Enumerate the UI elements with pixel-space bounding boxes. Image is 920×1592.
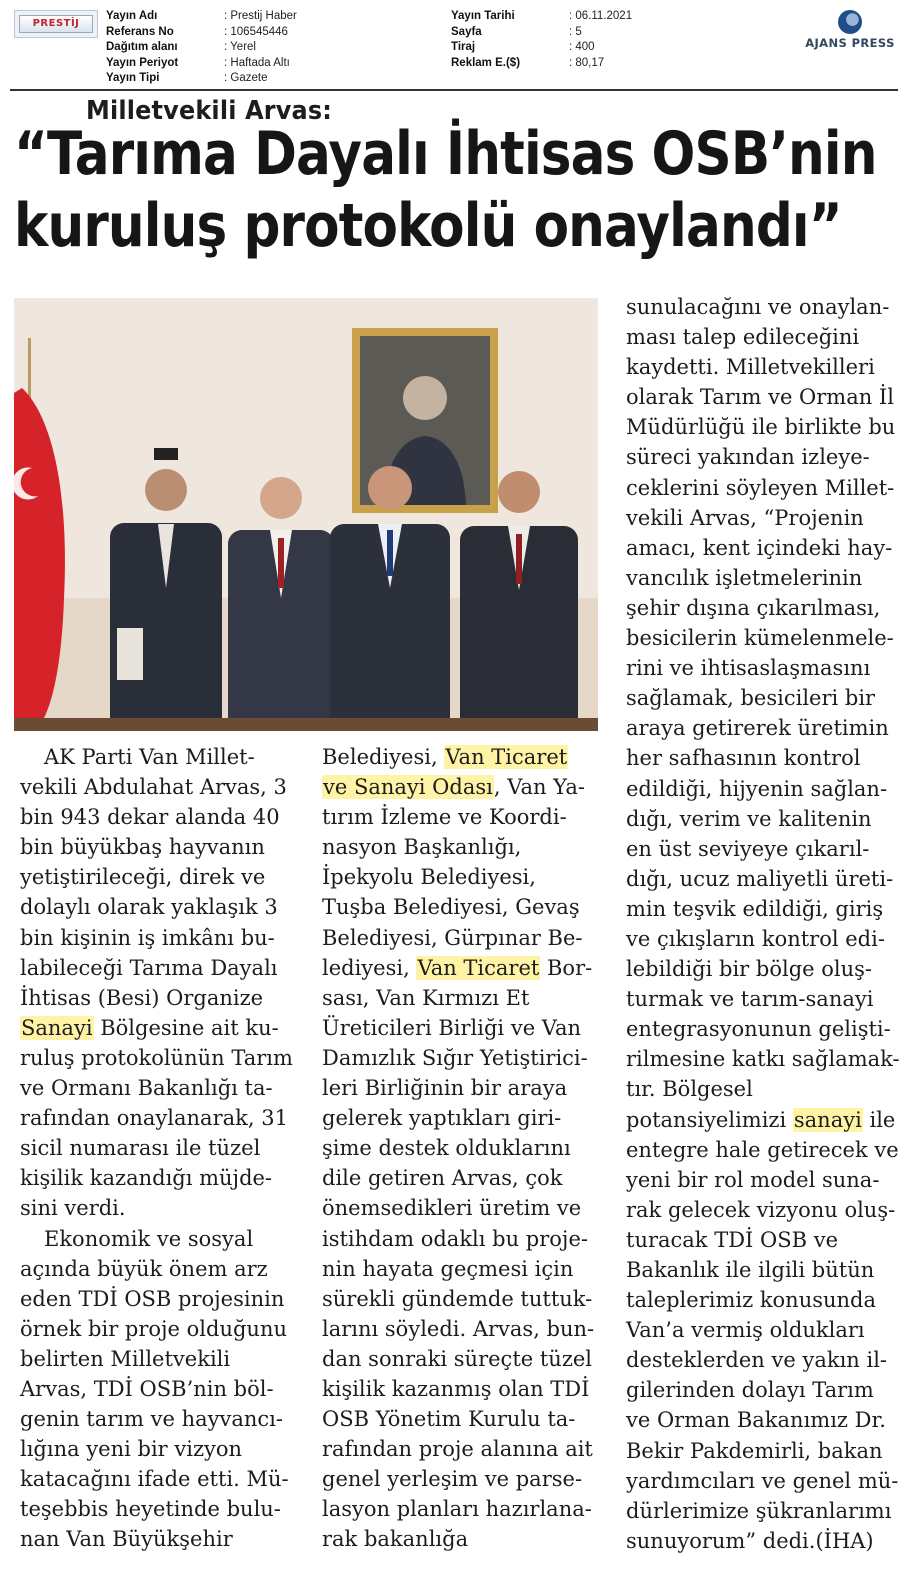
text-line: örnek bir proje olduğunu <box>20 1316 287 1341</box>
text-line: vancılık işletmelerinin <box>626 565 863 590</box>
meta-row <box>106 57 297 73</box>
text-line: dürlerimize şükranlarımı <box>626 1498 892 1523</box>
article-column-2 <box>322 742 595 1555</box>
meta-value: : Gazete <box>224 72 268 84</box>
header-divider <box>10 89 898 91</box>
meta-row <box>451 10 632 26</box>
text-line: genel yerleşim ve parse- <box>322 1467 583 1492</box>
text-line <box>20 1013 288 1043</box>
meta-label: Reklam E.($) <box>451 56 521 69</box>
text-line: sası, Van Kırmızı Et <box>322 985 530 1010</box>
text-line: vekili Abdulahat Arvas, 3 <box>20 775 287 800</box>
highlighted-term: Sanayi <box>21 1015 93 1040</box>
text-line: ruluş protokolünün Tarım <box>20 1045 293 1070</box>
meta-row <box>451 26 632 42</box>
text-line: gelerek yaptıkları giri- <box>322 1106 562 1131</box>
clipping-header <box>0 0 920 92</box>
text-line: Van’a vermiş oldukları <box>626 1318 865 1343</box>
text-fragment: , Van Ya- <box>493 775 586 800</box>
photo-illustration <box>14 298 598 731</box>
agency-name: AJANS PRESS <box>805 36 895 50</box>
meta-label: Sayfa <box>451 25 482 38</box>
text-line: taleplerimiz konusunda <box>626 1288 877 1313</box>
text-line: nin hayata geçmesi için <box>322 1256 574 1281</box>
text-line: araya getirerek üretimin <box>626 716 889 741</box>
text-line: lebildiği bir bölge oluş- <box>626 957 872 982</box>
text-line: rafından proje alanına ait <box>322 1437 593 1462</box>
text-line: dığı, ucuz maliyetli üreti- <box>626 866 894 891</box>
meta-right <box>451 10 632 72</box>
text-line: nan Van Büyükşehir <box>20 1527 233 1552</box>
text-fragment: Belediyesi, <box>322 745 445 769</box>
headline-line: kuruluş protokolü onaylandı” <box>14 191 842 261</box>
meta-label: Tiraj <box>451 41 476 53</box>
text-line: rini ve ihtisaslaşmasını <box>626 656 871 681</box>
text-line: teşebbis heyetinde bulu- <box>20 1497 281 1522</box>
text-line: larını söyledi. Arvas, bun- <box>322 1316 595 1341</box>
article-photo <box>14 298 598 731</box>
text-line: yeni bir rol model suna- <box>626 1167 880 1192</box>
highlighted-term: Van Ticaret <box>417 955 540 980</box>
text-line: her safhasının kontrol <box>626 746 861 771</box>
text-line: dile getiren Arvas, çok <box>322 1166 563 1191</box>
text-line: kaydetti. Milletvekilleri <box>626 355 875 380</box>
text-line: şime destek olduklarını <box>322 1136 571 1161</box>
text-line: Belediyesi, Gürpınar Be- <box>322 925 583 950</box>
publication-logo <box>14 10 98 38</box>
highlighted-term: Van Ticaret <box>445 745 568 769</box>
meta-label: Yayın Periyot <box>106 56 179 69</box>
text-line: desteklerden ve yakın il- <box>626 1348 888 1373</box>
highlighted-term: sanayi <box>793 1107 862 1132</box>
text-line: turmak ve tarım-sanayi <box>626 987 874 1012</box>
text-line: nasyon Başkanlığı, <box>322 835 522 860</box>
text-line: Arvas, TDİ OSB’nin böl- <box>20 1376 274 1401</box>
text-line: rilmesine katkı sağlamak- <box>626 1047 900 1072</box>
text-line: sunuyorum” dedi.(İHA) <box>626 1528 874 1553</box>
text-line: en üst seviyeye çıkarıl- <box>626 836 870 861</box>
text-line: açında büyük önem arz <box>20 1256 268 1281</box>
text-line: ması talep edileceğini <box>626 325 860 350</box>
text-line: bin 943 dekar alanda 40 <box>20 805 280 830</box>
meta-row <box>106 72 297 88</box>
text-line: ve Ormanı Bakanlığı ta- <box>20 1076 273 1101</box>
headline-line: “Tarıma Dayalı İhtisas OSB’nin <box>14 119 877 189</box>
text-line: rak gelecek vizyonu oluş- <box>626 1197 896 1222</box>
article-column-1 <box>20 742 293 1555</box>
text-line: olarak Tarım ve Orman İl <box>626 385 894 410</box>
text-line <box>322 742 584 772</box>
text-line: turacak TDİ OSB ve <box>626 1227 839 1252</box>
meta-value: : 400 <box>569 41 595 53</box>
meta-row <box>106 41 297 57</box>
text-line: dığı, verim ve kalitenin <box>626 806 872 831</box>
text-line: Tuşba Belediyesi, Gevaş <box>322 895 580 920</box>
text-line: önemsedikleri üretim ve <box>322 1196 582 1221</box>
meta-value: : Prestij Haber <box>224 10 297 22</box>
highlighted-term: ve Sanayi Odası <box>323 775 493 800</box>
text-line: min teşvik edildiği, giriş <box>626 896 884 921</box>
meta-label: Yayın Tipi <box>106 72 160 84</box>
text-line: sunulacağını ve onaylan- <box>626 295 890 319</box>
meta-row <box>451 57 632 73</box>
text-line: labileceği Tarıma Dayalı <box>20 955 278 980</box>
text-line: Damızlık Sığır Yetiştirici- <box>322 1045 588 1070</box>
text-line: yetiştirileceği, direk ve <box>20 865 266 890</box>
text-line: bin büyükbaş hayvanın <box>20 835 265 860</box>
text-line: gilerinden dolayı Tarım <box>626 1378 874 1403</box>
meta-label: Referans No <box>106 25 174 38</box>
text-line: AK Parti Van Millet- <box>44 745 255 769</box>
text-line: eden TDİ OSB projesinin <box>20 1286 285 1311</box>
text-line: leri Birliğinin bir araya <box>322 1076 568 1101</box>
text-line: lığına yeni bir vizyon <box>20 1437 243 1462</box>
text-line: amacı, kent içindeki hay- <box>626 535 893 560</box>
publication-logo-text: PRESTİJ <box>19 15 93 33</box>
text-line: kişilik kazanmış olan TDİ <box>322 1376 590 1401</box>
text-line: yardımcıları ve genel mü- <box>626 1468 899 1493</box>
text-line: tırım İzleme ve Koordi- <box>322 805 567 830</box>
text-fragment: ile <box>862 1107 896 1132</box>
text-line: entegre hale getirecek ve <box>626 1137 899 1162</box>
meta-label: Yayın Adı <box>106 10 158 22</box>
text-line: sağlamak, besicileri bir <box>626 686 876 711</box>
text-line: ve çıkışların kontrol edi- <box>626 926 885 951</box>
text-line: sicil numarası ile tüzel <box>20 1136 261 1161</box>
text-line: tır. Bölgesel <box>626 1077 753 1102</box>
text-line: bin kişinin iş imkânı bu- <box>20 925 275 950</box>
meta-value: : Yerel <box>224 41 256 53</box>
text-line <box>322 772 584 802</box>
meta-value: : 06.11.2021 <box>569 10 633 22</box>
text-line: entegrasyonunun gelişti- <box>626 1017 891 1042</box>
text-line: Bakanlık ile ilgili bütün <box>626 1258 875 1282</box>
text-line: sini verdi. <box>20 1196 126 1221</box>
text-line: genin tarım ve hayvancı- <box>20 1407 283 1432</box>
article-column-3 <box>626 292 900 1556</box>
text-line: şehir dışına çıkarılması, <box>626 595 881 620</box>
text-line: sürekli gündemde tuttuk- <box>322 1286 593 1311</box>
text-line: rafından onaylanarak, 31 <box>20 1106 288 1131</box>
meta-value: : 106545446 <box>224 25 288 38</box>
agency-globe-icon <box>838 10 862 34</box>
text-fragment: Bor- <box>540 955 593 980</box>
text-fragment: lediyesi, <box>322 955 417 980</box>
text-line: besicilerin kümelenmele- <box>626 626 894 651</box>
agency-logo <box>800 10 900 50</box>
article-kicker: Milletvekili Arvas: <box>86 96 333 126</box>
meta-row <box>451 41 632 57</box>
meta-value: : Haftada Altı <box>224 56 290 69</box>
text-line: edildiği, hijyenin sağlan- <box>626 776 888 801</box>
text-line: İpekyolu Belediyesi, <box>322 865 536 890</box>
text-line: Ekonomik ve sosyal <box>44 1226 254 1251</box>
text-line: İhtisas (Besi) Organize <box>20 985 264 1010</box>
text-line <box>626 1105 896 1135</box>
meta-label: Dağıtım alanı <box>106 41 178 53</box>
text-line: rak bakanlığa <box>322 1527 469 1552</box>
text-line: Bekir Pakdemirli, bakan <box>626 1438 883 1463</box>
text-line: kişilik kazandığı müjde- <box>20 1166 273 1191</box>
text-line: ceklerini söyleyen Millet- <box>626 475 895 500</box>
text-line: dolaylı olarak yaklaşık 3 <box>20 895 278 920</box>
text-line: OSB Yönetim Kurulu ta- <box>322 1407 576 1432</box>
meta-row <box>106 26 297 42</box>
text-line: istihdam odaklı bu proje- <box>322 1226 588 1251</box>
text-line: dan sonraki süreçte tüzel <box>322 1346 593 1371</box>
text-line: katacağını ifade etti. Mü- <box>20 1467 289 1492</box>
text-line: Üreticileri Birliği ve Van <box>322 1015 582 1040</box>
text-line: Müdürlüğü ile birlikte bu <box>626 415 896 440</box>
text-line <box>322 953 593 983</box>
meta-value: : 80,17 <box>569 56 605 69</box>
meta-value: : 5 <box>569 25 582 38</box>
text-fragment: potansiyelimizi <box>626 1107 793 1132</box>
text-line: vekili Arvas, “Projenin <box>626 505 864 530</box>
text-fragment: Bölgesine ait ku- <box>93 1015 279 1040</box>
text-line: ve Orman Bakanımız Dr. <box>626 1408 886 1433</box>
text-line: belirten Milletvekili <box>20 1346 231 1371</box>
text-line: süreci yakından izleye- <box>626 445 870 470</box>
meta-row <box>106 10 297 26</box>
meta-left <box>106 10 297 88</box>
text-line: lasyon planları hazırlana- <box>322 1497 592 1522</box>
meta-label: Yayın Tarihi <box>451 10 515 22</box>
article-headline <box>14 118 914 262</box>
